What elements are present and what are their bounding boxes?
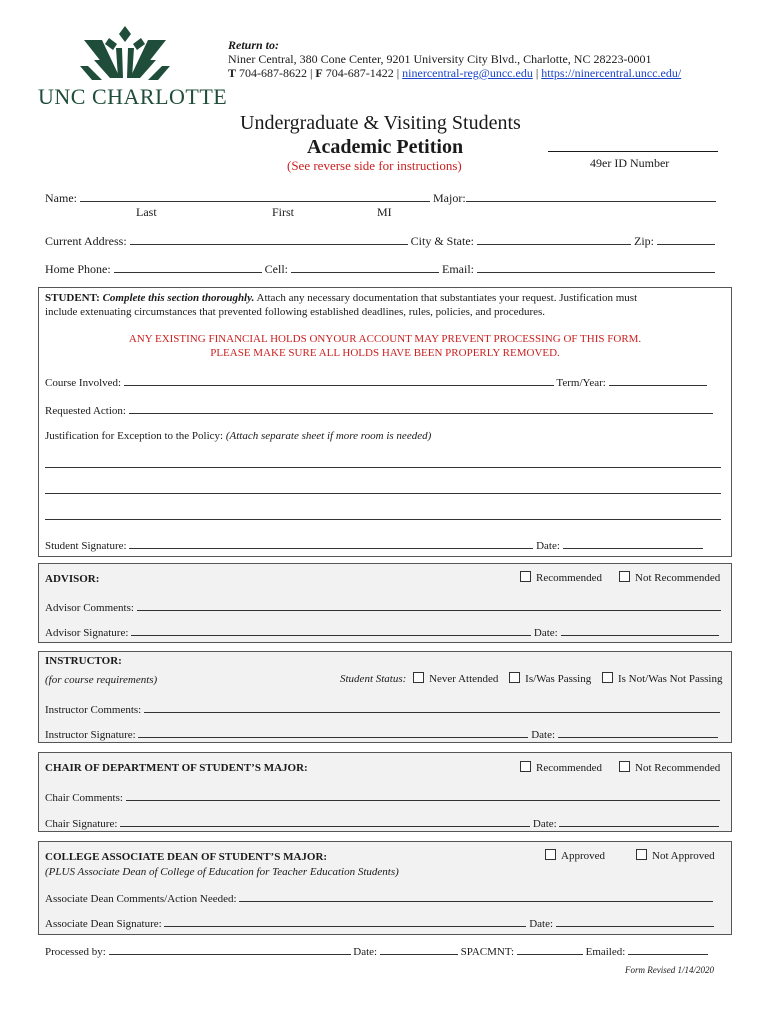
city-state-field[interactable] <box>477 233 631 245</box>
major-label: Major: <box>433 191 466 205</box>
form-title-line1: Undergraduate & Visiting Students <box>240 112 521 134</box>
justification-label: Justification for Exception to the Policy: <box>45 430 224 442</box>
dean-comments-row <box>45 890 713 905</box>
home-phone-label: Home Phone: <box>45 262 111 276</box>
dean-heading: COLLEGE ASSOCIATE DEAN OF STUDENT’S MAJOR: <box>45 851 328 863</box>
return-address: Niner Central, 380 Cone Center, 9201 University City Blvd., Charlotte, NC 28223-0001 <box>228 52 652 66</box>
instructor-comments-label: Instructor Comments: <box>45 704 142 716</box>
spacmnt-label: SPACMNT: <box>460 946 515 958</box>
student-signature-field[interactable] <box>129 537 533 549</box>
dean-comments-label: Associate Dean Comments/Action Needed: <box>45 893 237 905</box>
justification-label-row <box>45 430 431 442</box>
unc-charlotte-logo <box>38 26 228 109</box>
chair-signature-field[interactable] <box>120 815 530 827</box>
justification-note: (Attach separate sheet if more room is needed) <box>225 430 432 442</box>
advisor-signature-label: Advisor Signature: <box>45 627 129 639</box>
dean-date-field[interactable] <box>556 915 714 927</box>
home-phone-field[interactable] <box>114 261 262 273</box>
requested-action-label: Requested Action: <box>45 405 126 417</box>
dean-signature-label: Associate Dean Signature: <box>45 918 162 930</box>
return-label: Return to: <box>228 38 280 52</box>
advisor-comments-field[interactable] <box>137 599 721 611</box>
justification-line-1[interactable] <box>45 466 721 468</box>
advisor-date-label: Date: <box>533 627 558 639</box>
advisor-signature-field[interactable] <box>131 624 531 636</box>
course-label: Course Involved: <box>45 377 122 389</box>
name-label: Name: <box>45 191 77 205</box>
email-label: Email: <box>442 262 475 276</box>
processed-by-label: Processed by: <box>45 946 106 958</box>
contact-line: T 704-687-8622 | F 704-687-1422 | ninercentral-reg@uncc.edu | https://ninercentral.uncc.edu/ <box>228 66 682 80</box>
dean-approved-option[interactable]: Approved <box>545 849 605 862</box>
email-field[interactable] <box>477 261 715 273</box>
student-status-label: Student Status: <box>340 673 407 685</box>
zip-field[interactable] <box>657 233 715 245</box>
advisor-heading: ADVISOR: <box>45 573 100 585</box>
instructor-note: (for course requirements) <box>45 674 158 686</box>
address-row <box>45 233 715 249</box>
dean-note: (PLUS Associate Dean of College of Education for Teacher Education Students) <box>45 866 399 878</box>
advisor-recommended-option[interactable]: Recommended <box>520 571 602 584</box>
dean-signature-field[interactable] <box>164 915 526 927</box>
holds-warning: ANY EXISTING FINANCIAL HOLDS ONYOUR ACCOUNT MAY PREVENT PROCESSING OF THIS FORM. PLEASE MAKE SURE ALL HOLDS HAVE BEEN PROPERLY REMOVED. <box>128 333 642 359</box>
instructor-signature-row <box>45 726 718 741</box>
mi-sublabel: MI <box>377 205 392 219</box>
not-passing-checkbox[interactable] <box>602 672 613 683</box>
instructor-comments-field[interactable] <box>144 701 720 713</box>
processing-row <box>45 943 708 958</box>
cell-field[interactable] <box>291 261 439 273</box>
chair-date-field[interactable] <box>559 815 719 827</box>
course-row <box>45 374 707 389</box>
requested-action-field[interactable] <box>129 402 713 414</box>
advisor-signature-row <box>45 624 719 639</box>
dean-approved-checkbox[interactable] <box>545 849 556 860</box>
fax-number: 704-687-1422 <box>325 66 394 80</box>
form-instructions-note: (See reverse side for instructions) <box>287 158 462 173</box>
justification-line-2[interactable] <box>45 492 721 494</box>
cell-label: Cell: <box>264 262 289 276</box>
dean-not-approved-checkbox[interactable] <box>636 849 647 860</box>
student-date-label: Date: <box>536 540 560 552</box>
form-revision: Form Revised 1/14/2020 <box>625 965 714 975</box>
never-attended-checkbox[interactable] <box>413 672 424 683</box>
term-field[interactable] <box>609 374 707 386</box>
instructor-date-field[interactable] <box>558 726 718 738</box>
chair-comments-label: Chair Comments: <box>45 792 123 804</box>
last-sublabel: Last <box>136 205 157 219</box>
address-label: Current Address: <box>45 234 127 248</box>
phone-number: 704-687-8622 <box>239 66 308 80</box>
emailed-label: Emailed: <box>585 946 626 958</box>
instructor-signature-field[interactable] <box>138 726 528 738</box>
course-field[interactable] <box>124 374 554 386</box>
advisor-date-field[interactable] <box>561 624 719 636</box>
phone-row <box>45 261 715 277</box>
chair-date-label: Date: <box>532 818 557 830</box>
student-signature-label: Student Signature: <box>45 540 127 552</box>
chair-signature-row <box>45 815 719 830</box>
advisor-not-recommended-option[interactable]: Not Recommended <box>619 571 720 584</box>
advisor-comments-label: Advisor Comments: <box>45 602 134 614</box>
city-state-label: City & State: <box>410 234 474 248</box>
student-section <box>38 287 732 557</box>
requested-action-row <box>45 402 713 417</box>
emailed-field[interactable] <box>628 943 708 955</box>
logo-wordmark: UNC CHARLOTTE <box>38 84 228 109</box>
dean-not-approved-option[interactable]: Not Approved <box>636 849 715 862</box>
first-sublabel: First <box>272 205 295 219</box>
student-heading: STUDENT: <box>45 292 100 304</box>
chair-heading: CHAIR OF DEPARTMENT OF STUDENT’S MAJOR: <box>45 762 308 774</box>
chair-comments-row <box>45 789 720 804</box>
dean-comments-field[interactable] <box>239 890 713 902</box>
instructor-comments-row <box>45 701 720 716</box>
processed-by-field[interactable] <box>109 943 351 955</box>
instructor-heading: INSTRUCTOR: <box>45 655 122 667</box>
instructor-signature-label: Instructor Signature: <box>45 729 136 741</box>
processed-date-label: Date: <box>353 946 378 958</box>
dean-date-label: Date: <box>529 918 554 930</box>
address-field[interactable] <box>130 233 408 245</box>
instructor-date-label: Date: <box>531 729 556 741</box>
email-link[interactable]: ninercentral-reg@uncc.edu <box>402 66 533 80</box>
zip-label: Zip: <box>634 234 654 248</box>
spacmnt-field[interactable] <box>517 943 583 955</box>
student-date-field[interactable] <box>563 537 703 549</box>
student-intro-line1: STUDENT: Complete this section thoroughly. Attach any necessary documentation that substantiates your request. Justification must <box>45 292 638 304</box>
crown-logo-icon <box>80 26 170 84</box>
dean-signature-row <box>45 915 714 930</box>
term-label: Term/Year: <box>556 377 606 389</box>
id-number-label: 49er ID Number <box>590 156 670 170</box>
return-address-block <box>228 38 681 80</box>
chair-not-recommended-checkbox[interactable] <box>619 761 630 772</box>
student-status-row: Student Status: Never Attended Is/Was Passing Is Not/Was Not Passing <box>340 673 723 685</box>
form-title: Academic Petition <box>307 136 464 158</box>
student-signature-row <box>45 537 703 552</box>
name-row <box>45 190 716 206</box>
website-link[interactable]: https://ninercentral.uncc.edu/ <box>541 66 682 80</box>
chair-recommended-option[interactable]: Recommended <box>520 761 602 774</box>
chair-signature-label: Chair Signature: <box>45 818 118 830</box>
name-field[interactable] <box>80 190 430 202</box>
chair-comments-field[interactable] <box>126 789 720 801</box>
justification-line-3[interactable] <box>45 518 721 520</box>
student-intro-line2: include extenuating circumstances that prevented following established deadlines, rules, policies, and procedures. <box>45 306 546 318</box>
id-number-field[interactable] <box>548 150 718 152</box>
advisor-recommended-checkbox[interactable] <box>520 571 531 582</box>
is-passing-checkbox[interactable] <box>509 672 520 683</box>
advisor-comments-row <box>45 599 721 614</box>
advisor-not-recommended-checkbox[interactable] <box>619 571 630 582</box>
processed-date-field[interactable] <box>380 943 458 955</box>
chair-recommended-checkbox[interactable] <box>520 761 531 772</box>
chair-not-recommended-option[interactable]: Not Recommended <box>619 761 720 774</box>
major-field[interactable] <box>466 190 716 202</box>
